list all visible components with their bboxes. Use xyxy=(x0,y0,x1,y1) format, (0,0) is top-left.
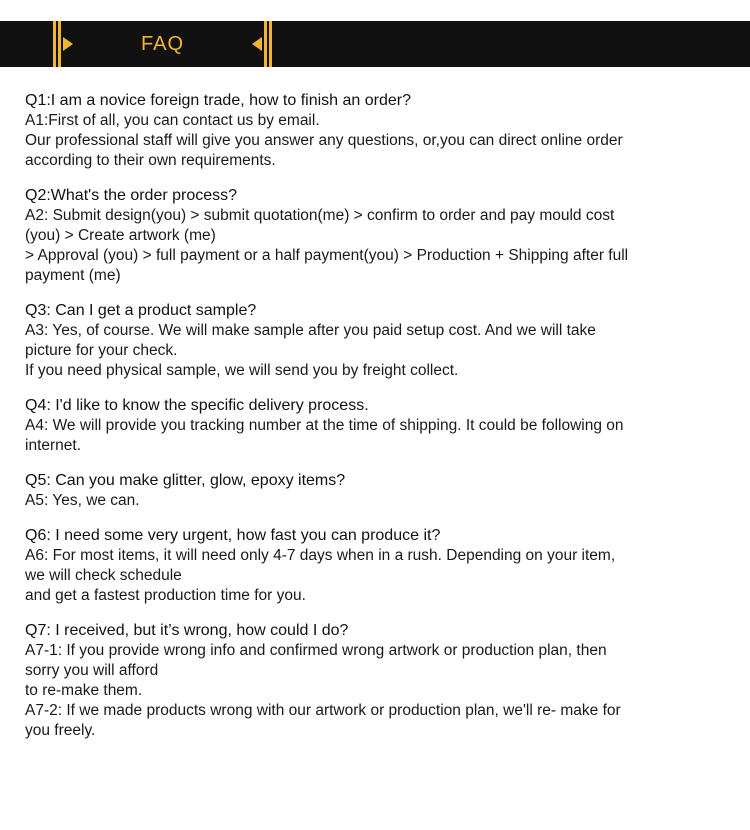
faq-answer-line: you freely. xyxy=(25,722,96,739)
faq-answer-line: internet. xyxy=(25,437,82,454)
faq-header-bar xyxy=(0,21,750,67)
header-divider-right-outer xyxy=(269,21,272,67)
faq-question: Q4: I'd like to know the specific delivery process. xyxy=(25,397,369,414)
faq-item xyxy=(25,396,725,456)
faq-item xyxy=(25,621,725,741)
faq-question: Q6: I need some very urgent, how fast you can produce it? xyxy=(25,527,441,544)
faq-question: Q3: Can I get a product sample? xyxy=(25,302,257,319)
faq-answer-line: to re-make them. xyxy=(25,682,143,699)
faq-answer-line: and get a fastest production time for you. xyxy=(25,587,306,604)
faq-answer-line: picture for your check. xyxy=(25,342,178,359)
faq-answer-line: A7-1: If you provide wrong info and confirmed wrong artwork or production plan, then xyxy=(25,642,607,659)
faq-answer xyxy=(25,206,725,286)
faq-answer xyxy=(25,546,725,606)
header-arrow-left-icon xyxy=(252,37,262,51)
faq-answer-line: A2: Submit design(you) > submit quotation(me) > confirm to order and pay mould cost xyxy=(25,207,615,224)
faq-question: Q7: I received, but it’s wrong, how could I do? xyxy=(25,622,349,639)
faq-list xyxy=(25,91,725,756)
faq-answer-line: A7-2: If we made products wrong with our artwork or production plan, we'll re- make for xyxy=(25,702,621,719)
faq-item xyxy=(25,301,725,381)
faq-answer-line: payment (me) xyxy=(25,267,121,284)
faq-answer-line: sorry you will afford xyxy=(25,662,159,679)
faq-answer-line: according to their own requirements. xyxy=(25,152,276,169)
faq-item xyxy=(25,526,725,606)
header-divider-left-inner xyxy=(58,21,61,67)
faq-answer-line: If you need physical sample, we will send you by freight collect. xyxy=(25,362,459,379)
faq-answer xyxy=(25,416,725,456)
faq-answer xyxy=(25,641,725,741)
faq-question: Q1:I am a novice foreign trade, how to finish an order? xyxy=(25,92,411,109)
faq-item xyxy=(25,91,725,171)
faq-answer-line: A3: Yes, of course. We will make sample after you paid setup cost. And we will take xyxy=(25,322,596,339)
header-divider-right-inner xyxy=(264,21,267,67)
faq-answer xyxy=(25,111,725,171)
faq-answer xyxy=(25,491,725,511)
faq-answer-line: A4: We will provide you tracking number at the time of shipping. It could be following on xyxy=(25,417,624,434)
header-arrow-right-icon xyxy=(63,37,73,51)
faq-item xyxy=(25,186,725,286)
faq-answer-line: A1:First of all, you can contact us by email. xyxy=(25,112,320,129)
faq-answer-line: > Approval (you) > full payment or a half payment(you) > Production + Shipping after full xyxy=(25,247,629,264)
faq-question: Q5: Can you make glitter, glow, epoxy items? xyxy=(25,472,346,489)
faq-answer-line: (you) > Create artwork (me) xyxy=(25,227,216,244)
faq-item xyxy=(25,471,725,511)
faq-answer-line: we will check schedule xyxy=(25,567,182,584)
faq-answer-line: A6: For most items, it will need only 4-7 days when in a rush. Depending on your item, xyxy=(25,547,616,564)
header-divider-left-outer xyxy=(53,21,56,67)
faq-answer xyxy=(25,321,725,381)
faq-answer-line: A5: Yes, we can. xyxy=(25,492,140,509)
faq-title: FAQ xyxy=(140,33,184,55)
faq-question: Q2:What's the order process? xyxy=(25,187,238,204)
faq-answer-line: Our professional staff will give you answer any questions, or,you can direct online order xyxy=(25,132,623,149)
